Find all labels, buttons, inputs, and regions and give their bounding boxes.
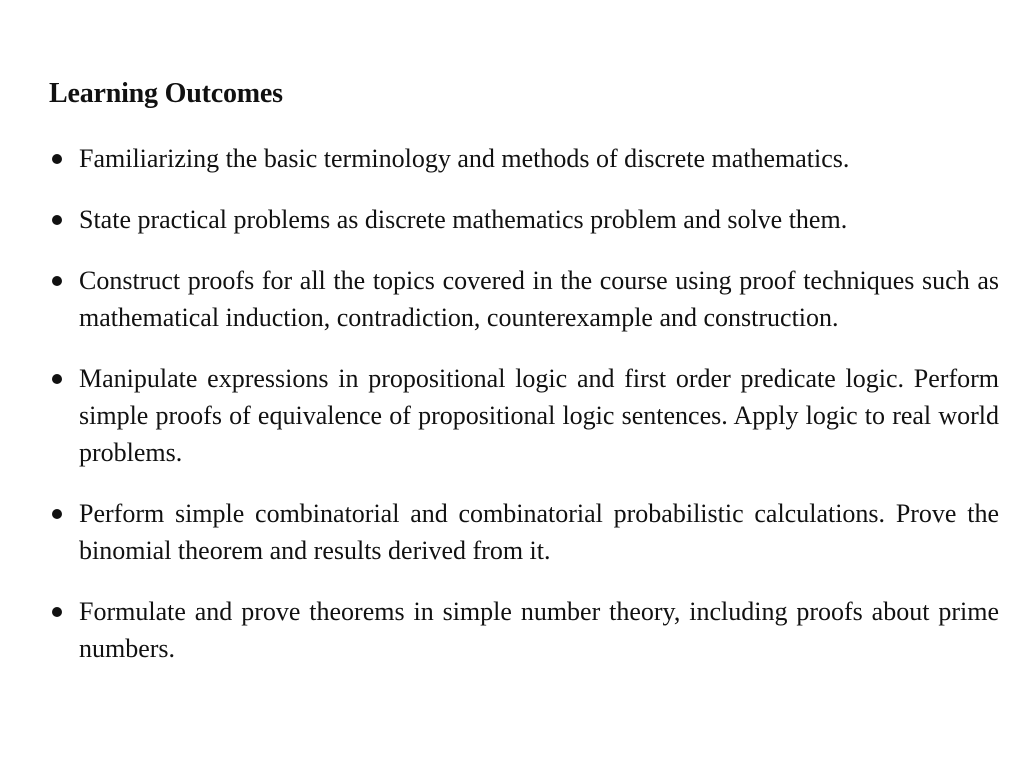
- bullet-icon: [52, 607, 62, 617]
- section-heading: Learning Outcomes: [49, 78, 283, 109]
- list-item: [49, 495, 999, 569]
- list-item: [49, 262, 999, 336]
- outcome-text: Construct proofs for all the topics covered in the course using proof techniques such as mathematical induction, contradiction, counterexample and construction.: [79, 266, 999, 332]
- outcome-text: Perform simple combinatorial and combinatorial probabilistic calculations. Prove the binomial theorem and results derived from it.: [79, 499, 999, 565]
- list-item: [49, 201, 999, 238]
- outcome-text: Familiarizing the basic terminology and methods of discrete mathematics.: [79, 144, 850, 173]
- list-item: [49, 140, 999, 177]
- outcome-text: Formulate and prove theorems in simple number theory, including proofs about prime numbers.: [79, 597, 999, 663]
- outcome-text: State practical problems as discrete mathematics problem and solve them.: [79, 205, 848, 234]
- list-item: [49, 593, 999, 667]
- bullet-icon: [52, 509, 62, 519]
- bullet-icon: [52, 276, 62, 286]
- outcome-text: Manipulate expressions in propositional logic and first order predicate logic. Perform simple proofs of equivalence of propositional logic sentences. Apply logic to real world problems.: [79, 364, 999, 467]
- list-item: [49, 360, 999, 471]
- bullet-icon: [52, 215, 62, 225]
- bullet-icon: [52, 154, 62, 164]
- bullet-icon: [52, 374, 62, 384]
- learning-outcomes-list: [49, 140, 999, 691]
